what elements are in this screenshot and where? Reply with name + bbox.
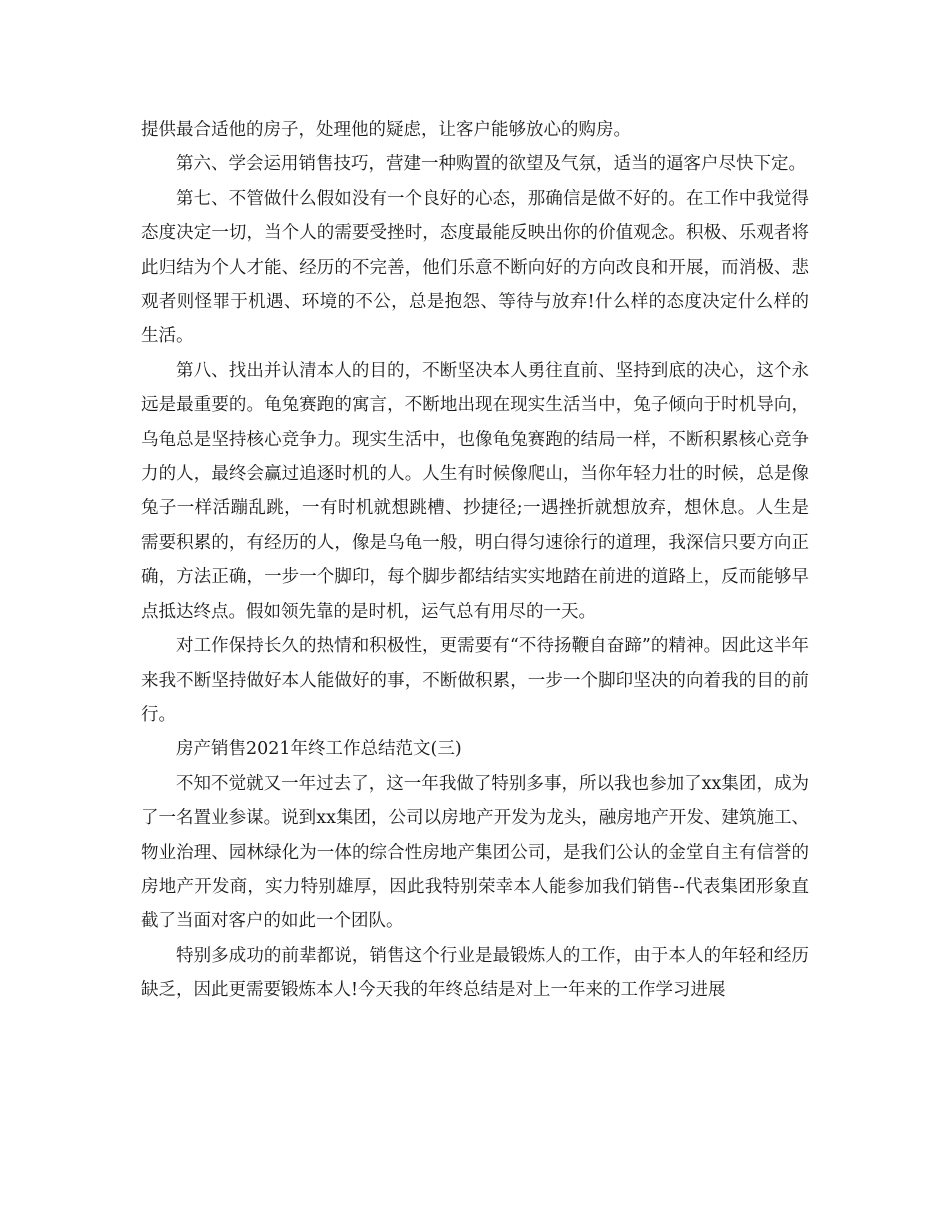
paragraph-work-attitude: 对工作保持长久的热情和积极性，更需要有“不待扬鞭自奋蹄”的精神。因此这半年来我不断坚持做好本人能做好的事，不断做积累，一步一个脚印坚决的向着我的目的前行。 (141, 636, 809, 725)
paragraph-point-six: 第六、学会运用销售技巧，营建一种购置的欲望及气氛，适当的逼客户尽快下定。 (176, 154, 806, 175)
section-heading: 房产销售2021年终工作总结范文(三) (176, 739, 462, 760)
paragraph-intro-company: 不知不觉就又一年过去了，这一年我做了特别多事，所以我也参加了xx集团，成为了一名置业参谋。说到xx集团，公司以房地产开发为龙头，融房地产开发、建筑施工、物业治理、园林绿化为一体的综合性房地产集团公司，是我们公认的金堂自主有信誉的房地产开发商，实力特别雄厚，因此我特别荣幸本人能参加我们销售--代表集团形象直截了当面对客户的如此一个团队。 (141, 773, 809, 932)
paragraph-point-seven: 第七、不管做什么假如没有一个良好的心态，那确信是做不好的。在工作中我觉得态度决定一切，当个人的需要受挫时，态度最能反映出你的价值观念。积极、乐观者将此归结为个人才能、经历的不完善，他们乐意不断向好的方向改良和开展，而消极、悲观者则怪罪于机遇、环境的不公，总是抱怨、等待与放弃!什么样的态度决定什么样的生活。 (141, 188, 809, 347)
paragraph-continuation: 提供最合适他的房子，处理他的疑虑，让客户能够放心的购房。 (141, 120, 631, 140)
paragraph-point-eight: 第八、找出并认清本人的目的，不断坚决本人勇往直前、坚持到底的决心，这个永远是最重要的。龟兔赛跑的寓言，不断地出现在现实生活当中，兔子倾向于时机导向，乌龟总是坚持核心竞争力。现实生活中，也像龟兔赛跑的结局一样，不断积累核心竞争力的人，最终会赢过追逐时机的人。人生有时候像爬山，当你年轻力壮的时候，总是像兔子一样活蹦乱跳，一有时机就想跳槽、抄捷径;一遇挫折就想放弃，想休息。人生是需要积累的，有经历的人，像是乌龟一般，明白得匀速徐行的道理，我深信只要方向正确，方法正确，一步一个脚印，每个脚步都结结实实地踏在前进的道路上，反而能够早点抵达终点。假如领先靠的是时机，运气总有用尽的一天。 (141, 360, 809, 622)
paragraph-summary-start: 特别多成功的前辈都说，销售这个行业是最锻炼人的工作，由于本人的年轻和经历缺乏，因此更需要锻炼本人!今天我的年终总结是对上一年来的工作学习进展 (141, 945, 809, 1001)
document-body (141, 113, 809, 1008)
